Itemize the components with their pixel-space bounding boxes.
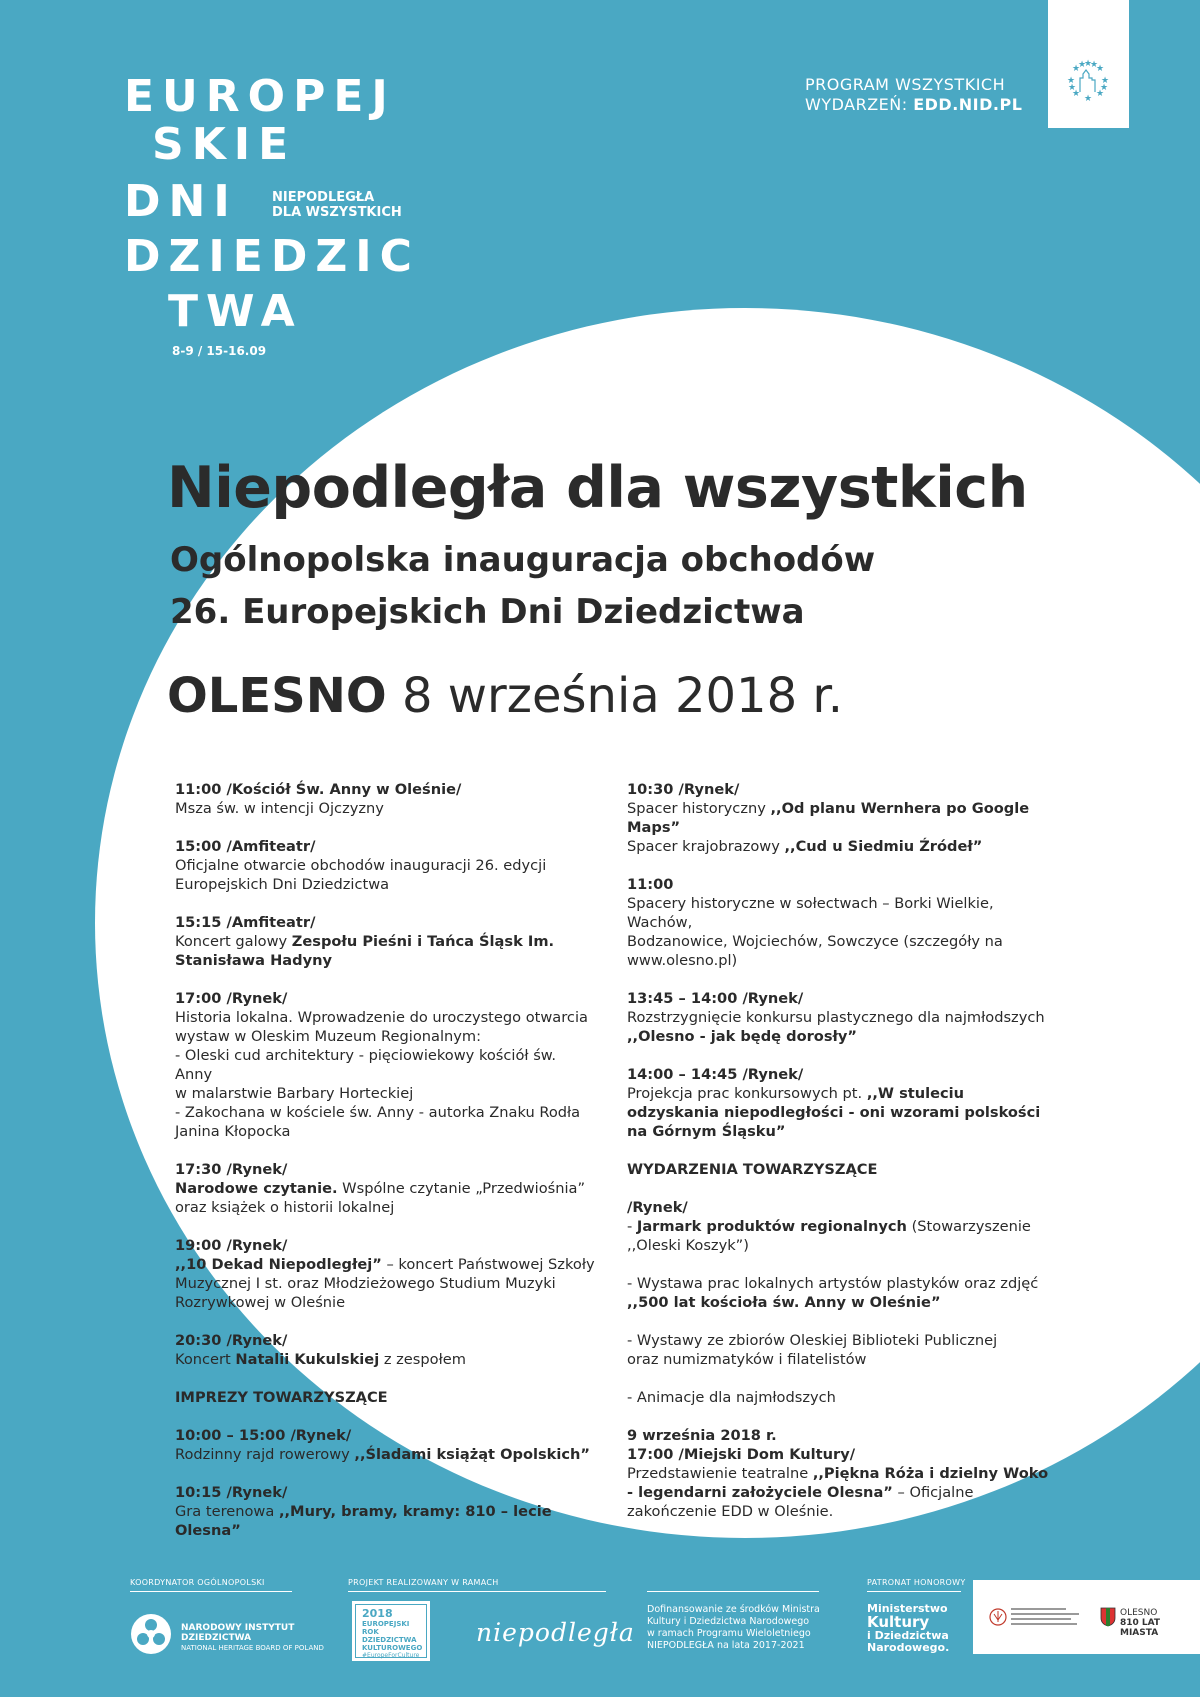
event-item	[175, 1426, 595, 1464]
svg-text:★: ★	[1100, 76, 1110, 86]
eu-stars-castle-icon	[1048, 0, 1129, 128]
event-text: Wspólne czytanie „Przedwiośnia” oraz książek o historii lokalnej	[175, 1180, 586, 1216]
funding-text	[647, 1604, 820, 1652]
event-line: - Oleski cud architektury - pięciowiekowy kościół św. Anny	[175, 1047, 557, 1083]
subtitle-line-1: Ogólnopolska inauguracja obchodów	[170, 540, 876, 580]
svg-text:★: ★	[1099, 83, 1109, 93]
event-time: 15:00 /Amfiteatr/	[175, 838, 316, 855]
event-item	[175, 989, 595, 1141]
svg-text:★: ★	[1095, 89, 1105, 99]
event-line	[175, 1255, 595, 1312]
event-time: 9 września 2018 r.	[627, 1427, 777, 1444]
plenipotentiary-text-lines	[1011, 1608, 1081, 1624]
event-text: Gra terenowa	[175, 1503, 279, 1520]
olesno-crest-icon	[1100, 1607, 1116, 1627]
eagle-emblem-icon	[988, 1606, 1008, 1628]
event-text: Przedstawienie teatralne	[627, 1465, 813, 1482]
logo-line-2: SKIE	[152, 119, 297, 170]
program-link[interactable]	[805, 75, 1022, 115]
event-line	[175, 1502, 595, 1540]
logo-subtitle	[272, 190, 402, 220]
section-heading: IMPREZY TOWARZYSZĄCE	[175, 1389, 388, 1406]
event-line: - Animacje dla najmłodszych	[627, 1389, 836, 1406]
year-badge-line: EUROPEJSKI ROK	[362, 1620, 410, 1636]
program-url[interactable]: EDD.NID.PL	[913, 95, 1023, 114]
svg-text:★: ★	[1083, 94, 1093, 104]
funding-line: NIEPODLEGŁA na lata 2017-2021	[647, 1640, 805, 1651]
nid-name-2: DZIEDZICTWA	[181, 1633, 252, 1643]
year-badge-line: DZIEDZICTWA	[362, 1636, 417, 1644]
event-item	[627, 1065, 1057, 1141]
event-time: 19:00 /Rynek/	[175, 1237, 288, 1254]
event-line: www.olesno.pl)	[627, 952, 738, 969]
event-text: Rozstrzygnięcie konkursu plastycznego dla najmłodszych	[627, 1009, 1045, 1026]
event-line	[175, 1445, 595, 1464]
main-title: Niepodległa dla wszystkich	[167, 455, 1028, 521]
event-date: 8 września 2018 r.	[402, 668, 843, 724]
event-item	[175, 780, 595, 818]
event-line: Janina Kłopocka	[175, 1123, 291, 1140]
city-date-line	[167, 668, 843, 724]
nid-name-1: NARODOWY INSTYTUT	[181, 1623, 295, 1633]
event-line: w malarstwie Barbary Horteckiej	[175, 1085, 414, 1102]
event-item	[175, 913, 595, 970]
event-line: Spacery historyczne w sołectwach – Borki Wielkie, Wachów,	[627, 895, 994, 931]
event-item	[175, 1483, 595, 1540]
event-item	[627, 989, 1057, 1046]
svg-text:★: ★	[1071, 64, 1081, 74]
ministry-line: Narodowego.	[867, 1641, 950, 1654]
footer-divider	[130, 1591, 292, 1592]
event-text: Projekcja prac konkursowych pt.	[627, 1085, 867, 1102]
logo-subtitle-1: NIEPODLEGŁA	[272, 190, 375, 205]
project-label: PROJEKT REALIZOWANY W RAMACH	[348, 1578, 499, 1587]
olesno-line-2: 810 LAT MIASTA	[1120, 1618, 1161, 1638]
svg-text:★: ★	[1071, 89, 1081, 99]
svg-text:★: ★	[1066, 76, 1076, 86]
event-highlight: Narodowe czytanie.	[175, 1180, 338, 1197]
event-item	[627, 1426, 1057, 1521]
program-left-column	[175, 780, 595, 1559]
program-right-column	[627, 780, 1057, 1540]
nid-logo-icon	[128, 1612, 174, 1656]
event-text: (Stowarzyszenie ,,Oleski Koszyk”)	[627, 1218, 1031, 1254]
event-item	[175, 1236, 595, 1312]
event-line: Bodzanowice, Wojciechów, Sowczyce (szczegóły na	[627, 933, 1003, 950]
event-line	[627, 1084, 1057, 1141]
event-highlight: Zespołu Pieśni i Tańca Śląsk Im. Stanisława Hadyny	[175, 933, 555, 969]
svg-text:★: ★	[1067, 83, 1077, 93]
logo-line-1: EUROPEJ	[124, 71, 396, 122]
partner-logos-panel	[973, 1580, 1200, 1654]
footer-divider	[348, 1591, 606, 1592]
event-line: oraz numizmatyków i filatelistów	[627, 1351, 867, 1368]
event-text: -	[627, 1218, 637, 1235]
event-text: Spacer historyczny	[627, 800, 771, 817]
event-highlight: ,,Mury, bramy, kramy: 810 – lecie Olesna”	[175, 1503, 552, 1539]
event-time: 17:00 /Miejski Dom Kultury/	[627, 1446, 856, 1463]
event-item	[627, 875, 1057, 970]
event-line: wystaw w Oleskim Muzeum Regionalnym:	[175, 1028, 482, 1045]
svg-text:★: ★	[1095, 64, 1105, 74]
event-time: 11:00 /Kościół Św. Anny w Oleśnie/	[175, 781, 462, 798]
event-text: Koncert	[175, 1351, 236, 1368]
event-item	[175, 837, 595, 894]
event-highlight: ,,Śladami książąt Opolskich”	[354, 1446, 591, 1463]
ministry-line: Ministerstwo	[867, 1602, 948, 1615]
event-text: – koncert Państwowej Szkoły Muzycznej I st. oraz Młodzieżowego Studium Muzyki Rozrywkowej w Oleśnie	[175, 1256, 595, 1311]
event-highlight: Jarmark produktów regionalnych	[636, 1218, 907, 1235]
event-line	[627, 1464, 1057, 1521]
year-badge-inner	[355, 1604, 427, 1658]
event-highlight: Natalii Kukulskiej	[235, 1351, 380, 1368]
event-time: 10:15 /Rynek/	[175, 1484, 288, 1501]
event-highlight: ,,W stuleciu odzyskania niepodległości - oni wzorami polskości na Górnym Śląsku”	[627, 1085, 1041, 1140]
event-line: - Zakochana w kościele św. Anny - autorka Znaku Rodła	[175, 1104, 581, 1121]
svg-text:★: ★	[1089, 60, 1099, 70]
event-time: 14:00 – 14:45 /Rynek/	[627, 1066, 804, 1083]
event-time: 17:30 /Rynek/	[175, 1161, 288, 1178]
logo-line-3: DNI	[124, 176, 238, 227]
event-line	[175, 932, 595, 970]
event-item	[627, 1198, 1057, 1255]
event-text: z zespołem	[379, 1351, 466, 1368]
logo-line-5: TWA	[168, 286, 303, 337]
year-badge-year: 2018	[362, 1607, 393, 1620]
event-text: Rodzinny rajd rowerowy	[175, 1446, 355, 1463]
event-time: 20:30 /Rynek/	[175, 1332, 288, 1349]
logo-dates: 8-9 / 15-16.09	[172, 344, 267, 358]
funding-line: w ramach Programu Wieloletniego	[647, 1628, 811, 1639]
event-line	[627, 1274, 1057, 1312]
ministry-line: Kultury	[867, 1613, 930, 1631]
event-item	[627, 1331, 1057, 1369]
subtitle-line-2: 26. Europejskich Dni Dziedzictwa	[170, 592, 805, 632]
event-highlight: ,,Piękna Róża i dzielny Woko - legendarni założyciele Olesna”	[627, 1465, 1049, 1501]
event-time: /Rynek/	[627, 1199, 688, 1216]
event-time: 13:45 – 14:00 /Rynek/	[627, 990, 804, 1007]
program-line-2	[805, 95, 1022, 115]
event-highlight: ,,Cud u Siedmiu Źródeł”	[784, 838, 983, 855]
event-text: - Wystawa prac lokalnych artystów plastyków oraz zdjęć	[627, 1275, 1039, 1292]
event-item	[175, 1160, 595, 1217]
program-prefix: WYDARZEŃ:	[805, 95, 914, 114]
footer-divider	[867, 1591, 961, 1592]
ministry-line: i Dziedzictwa	[867, 1629, 949, 1642]
eu-stars-tab	[1048, 0, 1129, 128]
event-time: 15:15 /Amfiteatr/	[175, 914, 316, 931]
event-highlight: ,,Olesno - jak będę dorosły”	[627, 1028, 858, 1045]
event-line	[627, 1008, 1057, 1046]
footer-divider	[647, 1591, 819, 1592]
event-time: 11:00	[627, 876, 674, 893]
event-highlight: ,,10 Dekad Niepodległej”	[175, 1256, 382, 1273]
event-line: - Wystawy ze zbiorów Oleskiej Biblioteki Publicznej	[627, 1332, 998, 1349]
section-heading: WYDARZENIA TOWARZYSZĄCE	[627, 1161, 878, 1178]
event-time: 10:00 – 15:00 /Rynek/	[175, 1427, 352, 1444]
event-highlight: ,,Od planu Wernhera po Google Maps”	[627, 800, 1030, 836]
event-highlight: ,,500 lat kościoła św. Anny w Oleśnie”	[627, 1294, 941, 1311]
event-line: Msza św. w intencji Ojczyzny	[175, 800, 384, 817]
funding-line: Dofinansowanie ze środków Ministra	[647, 1604, 820, 1615]
event-line: Historia lokalna. Wprowadzenie do uroczystego otwarcia	[175, 1009, 588, 1026]
year-badge	[352, 1601, 430, 1661]
program-line-1: PROGRAM WSZYSTKICH	[805, 75, 1006, 94]
event-time: 17:00 /Rynek/	[175, 990, 288, 1007]
niepodlegla-logo: niepodległa	[476, 1618, 635, 1647]
year-badge-tag: #EuropeForCulture	[362, 1652, 420, 1659]
patronage-label: PATRONAT HONOROWY	[867, 1578, 966, 1587]
funding-line: Kultury i Dziedzictwa Narodowego	[647, 1616, 810, 1627]
event-time: 10:30 /Rynek/	[627, 781, 740, 798]
event-line	[175, 1179, 595, 1217]
coordinator-label: KOORDYNATOR OGÓLNOPOLSKI	[130, 1578, 265, 1587]
olesno-line-1: OLESNO	[1120, 1608, 1158, 1618]
logo-line-4: DZIEDZIC	[124, 231, 420, 282]
event-item	[627, 1388, 1057, 1407]
event-text: Spacer krajobrazowy	[627, 838, 785, 855]
nid-name	[181, 1623, 324, 1653]
year-badge-line: KULTUROWEGO	[362, 1644, 423, 1652]
olesno-logo	[1120, 1608, 1200, 1638]
event-text: Koncert galowy	[175, 933, 292, 950]
event-item	[175, 1331, 595, 1369]
svg-text:★: ★	[1083, 59, 1093, 69]
event-line: Oficjalne otwarcie obchodów inauguracji 26. edycji	[175, 857, 547, 874]
event-item	[627, 780, 1057, 856]
event-line	[175, 1350, 595, 1369]
nid-name-3: NATIONAL HERITAGE BOARD OF POLAND	[181, 1644, 324, 1652]
event-line	[627, 1217, 1057, 1255]
event-text: – Oficjalne zakończenie EDD w Oleśnie.	[627, 1484, 974, 1520]
event-line	[627, 799, 1057, 837]
ministry-logo	[867, 1603, 949, 1654]
svg-text:★: ★	[1077, 60, 1087, 70]
logo-subtitle-2: DLA WSZYSTKICH	[272, 205, 402, 220]
event-line	[627, 837, 1057, 856]
event-line: Europejskich Dni Dziedzictwa	[175, 876, 390, 893]
event-item	[627, 1274, 1057, 1312]
city-name: OLESNO	[167, 668, 387, 724]
